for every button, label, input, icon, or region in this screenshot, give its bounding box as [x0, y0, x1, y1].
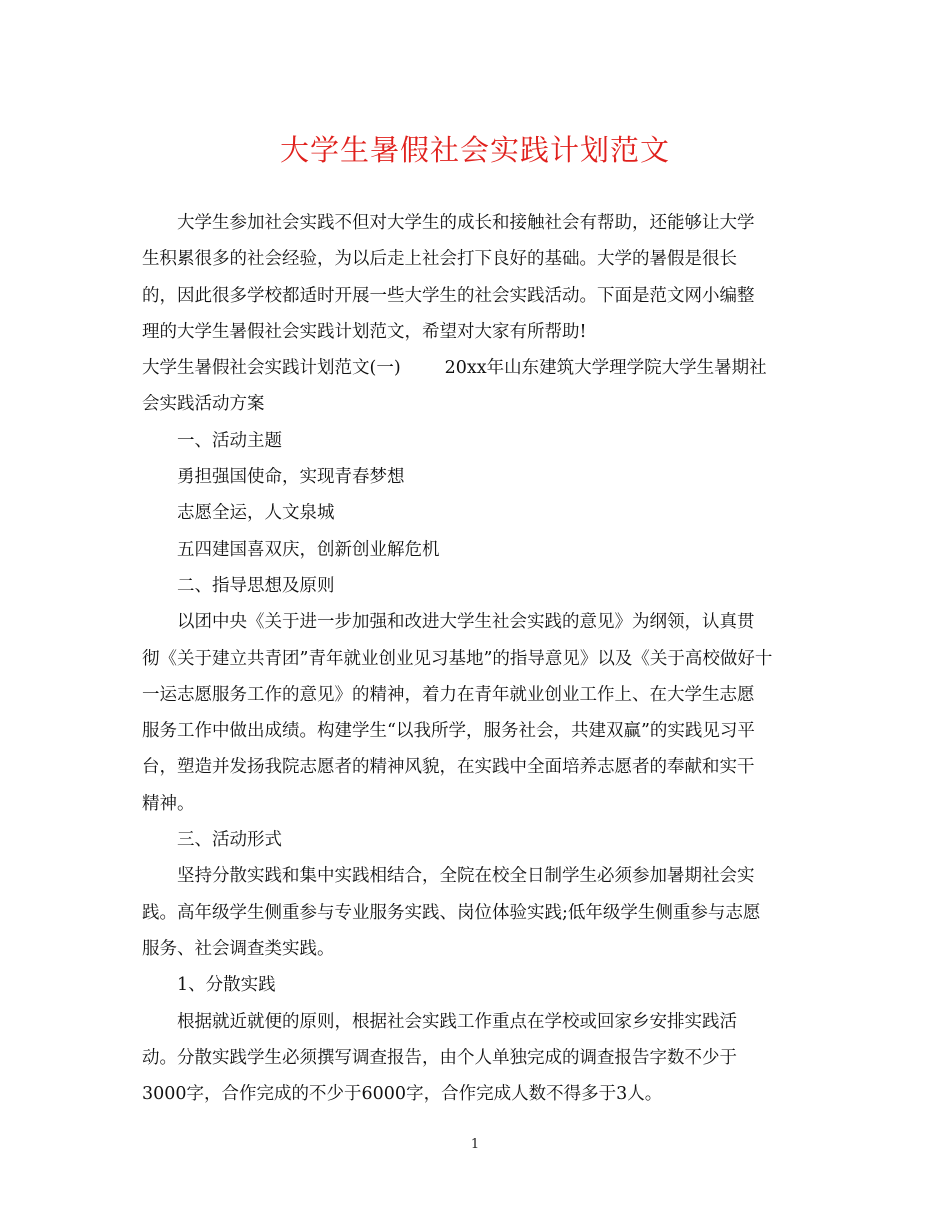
document-body: [142, 205, 808, 1112]
scatter-line: 3000字，合作完成的不少于6000字，合作完成人数不得多于3人。: [142, 1084, 663, 1105]
theme-item: 勇担强国使命，实现青春梦想: [177, 467, 405, 488]
guide-line: 一运志愿服务工作的意见》的精神，着力在青年就业创业工作上、在大学生志愿: [142, 684, 755, 705]
page-number: 1: [470, 1137, 480, 1152]
heading-activity-form: 三、活动形式: [177, 830, 282, 851]
heading-guiding-principles: 二、指导思想及原则: [177, 575, 335, 596]
heading-activity-theme: 一、活动主题: [177, 430, 282, 451]
section-heading: [142, 350, 808, 386]
scatter-line: 根据就近就便的原则，根据社会实践工作重点在学校或回家乡安排实践活: [177, 1011, 737, 1032]
intro-line: 生积累很多的社会经验，为以后走上社会打下良好的基础。大学的暑假是很长: [142, 249, 737, 270]
intro-line: 理的大学生暑假社会实践计划范文，希望对大家有所帮助!: [142, 321, 587, 342]
theme-item: 志愿全运，人文泉城: [177, 503, 335, 524]
scatter-line: 动。分散实践学生必须撰写调查报告，由个人单独完成的调查报告字数不少于: [142, 1047, 737, 1068]
guide-line: 以团中央《关于进一步加强和改进大学生社会实践的意见》为纲领，认真贯: [177, 612, 755, 633]
guide-line: 彻《关于建立共青团”青年就业创业见习基地”的指导意见》以及《关于高校做好十: [142, 648, 773, 669]
section-heading-left: 大学生暑假社会实践计划范文(一): [142, 358, 401, 379]
section-heading-right: 20xx年山东建筑大学理学院大学生暑期社: [444, 358, 767, 379]
heading-scattered-practice: 1、分散实践: [177, 975, 276, 996]
form-line: 践。高年级学生侧重参与专业服务实践、岗位体验实践;低年级学生侧重参与志愿: [142, 902, 761, 923]
intro-line: 大学生参加社会实践不但对大学生的成长和接触社会有帮助，还能够让大学: [177, 213, 755, 233]
guide-line: 台，塑造并发扬我院志愿者的精神风貌，在实践中全面培养志愿者的奉献和实干: [142, 757, 755, 778]
guide-line: 精神。: [142, 793, 195, 814]
form-line: 坚持分散实践和集中实践相结合，全院在校全日制学生必须参加暑期社会实: [177, 866, 755, 887]
section-heading-continuation: 会实践活动方案: [142, 394, 265, 415]
guide-line: 服务工作中做出成绩。构建学生“以我所学，服务社会，共建双赢”的实践见习平: [142, 721, 755, 742]
form-line: 服务、社会调查类实践。: [142, 938, 335, 959]
intro-line: 的，因此很多学校都适时开展一些大学生的社会实践活动。下面是范文网小编整: [142, 285, 755, 306]
theme-item: 五四建国喜双庆，创新创业解危机: [177, 539, 440, 560]
document-title: 大学生暑假社会实践计划范文: [279, 133, 670, 167]
